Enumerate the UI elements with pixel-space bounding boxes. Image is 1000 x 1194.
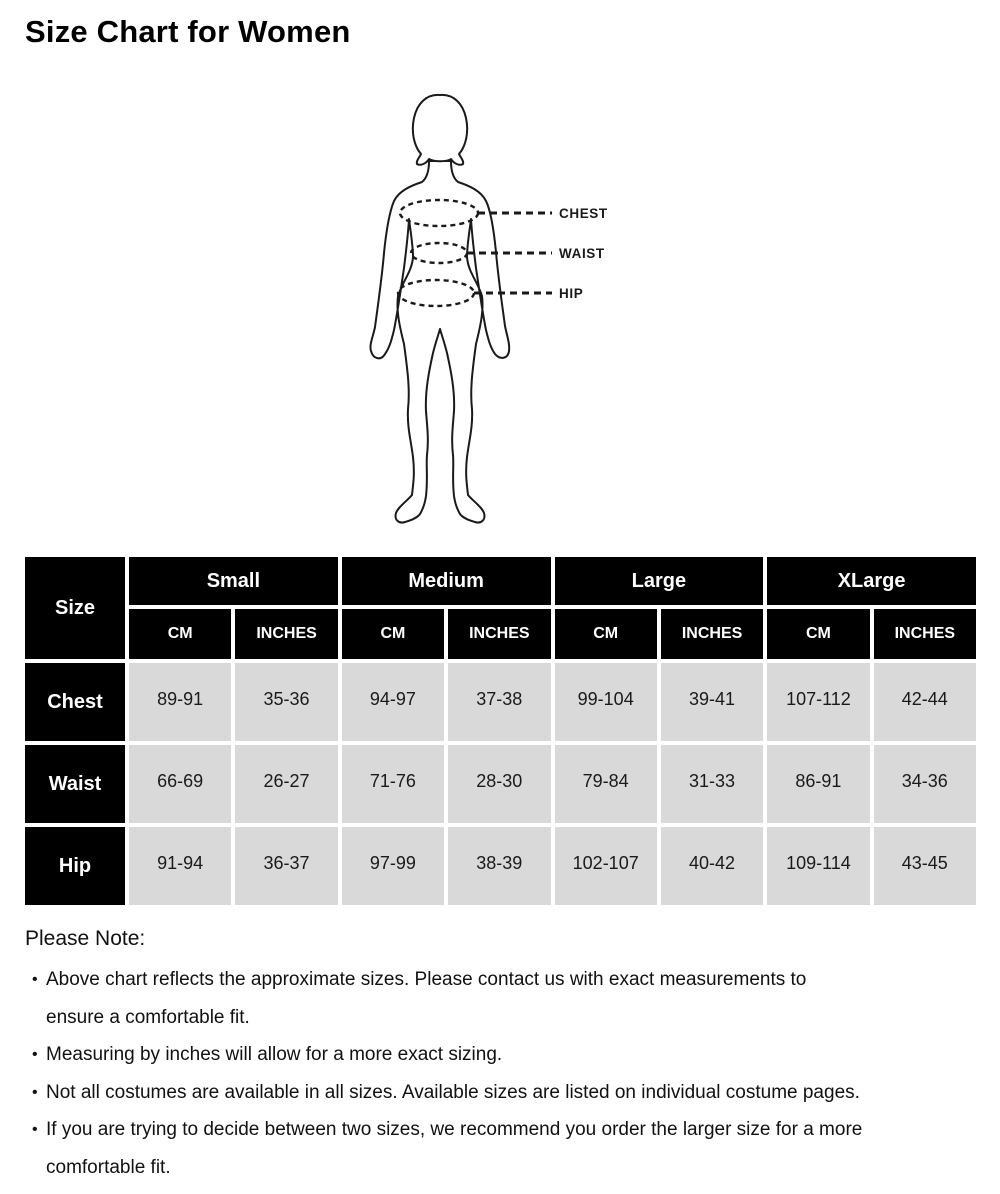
body-measurement-diagram [355,85,675,545]
row-header-hip: Hip [25,827,125,905]
row-header-waist: Waist [25,745,125,823]
size-chart-table [25,557,976,905]
bullet-icon: • [32,1121,38,1138]
notes-section [15,924,983,1186]
table-cell: 109-114 [767,827,869,905]
size-group-header-xlarge: XLarge [767,557,976,605]
list-item [32,1074,983,1112]
size-group-header-small: Small [129,557,338,605]
chest-label: CHEST [559,206,608,221]
note-text: Measuring by inches will allow for a more exact sizing. [46,1044,503,1065]
table-cell: 38-39 [448,827,550,905]
table-cell: 79-84 [555,745,657,823]
table-cell: 35-36 [235,663,337,741]
table-cell: 36-37 [235,827,337,905]
note-text: Not all costumes are available in all sizes. Available sizes are listed on individual costume pages. [46,1081,860,1103]
table-cell: 86-91 [767,745,869,823]
unit-header: CM [555,609,657,659]
table-cell: 31-33 [661,745,763,823]
table-cell: 34-36 [874,745,976,823]
body-outline [370,161,509,523]
list-item [32,961,983,1036]
head-outline [413,95,467,165]
table-cell: 102-107 [555,827,657,905]
table-cell: 28-30 [448,745,550,823]
unit-header: INCHES [661,609,763,659]
table-cell: 99-104 [555,663,657,741]
table-cell: 66-69 [129,745,231,823]
size-group-header-large: Large [555,557,764,605]
page-title: Size Chart for Women [25,14,351,49]
row-header-chest: Chest [25,663,125,741]
unit-header: CM [342,609,444,659]
waist-label: WAIST [559,246,605,261]
table-cell: 26-27 [235,745,337,823]
table-cell: 91-94 [129,827,231,905]
unit-header: INCHES [235,609,337,659]
table-cell: 42-44 [874,663,976,741]
table-cell: 40-42 [661,827,763,905]
bullet-icon: • [32,1083,38,1101]
unit-header: INCHES [874,609,976,659]
size-corner-header: Size [25,557,125,659]
table-cell: 107-112 [767,663,869,741]
table-cell: 37-38 [448,663,550,741]
unit-header: INCHES [448,609,550,659]
list-item [32,1036,983,1074]
note-text: ensure a comfortable fit. [46,1006,250,1028]
table-cell: 39-41 [661,663,763,741]
table-cell: 89-91 [129,663,231,741]
female-body-outline-icon [355,85,675,545]
note-text: Above chart reflects the approximate sizes. Please contact us with exact measurements to [46,969,807,990]
note-text: If you are trying to decide between two sizes, we recommend you order the larger size for a more [46,1119,863,1140]
hip-label: HIP [559,286,584,301]
notes-heading: Please Note: [25,927,146,950]
table-cell: 94-97 [342,663,444,741]
table-cell: 43-45 [874,827,976,905]
unit-header: CM [767,609,869,659]
size-group-header-medium: Medium [342,557,551,605]
table-cell: 97-99 [342,827,444,905]
unit-header: CM [129,609,231,659]
bullet-icon: • [32,1046,38,1063]
bullet-icon: • [32,971,38,988]
list-item [32,1111,983,1186]
note-text: comfortable fit. [46,1156,171,1178]
table-cell: 71-76 [342,745,444,823]
